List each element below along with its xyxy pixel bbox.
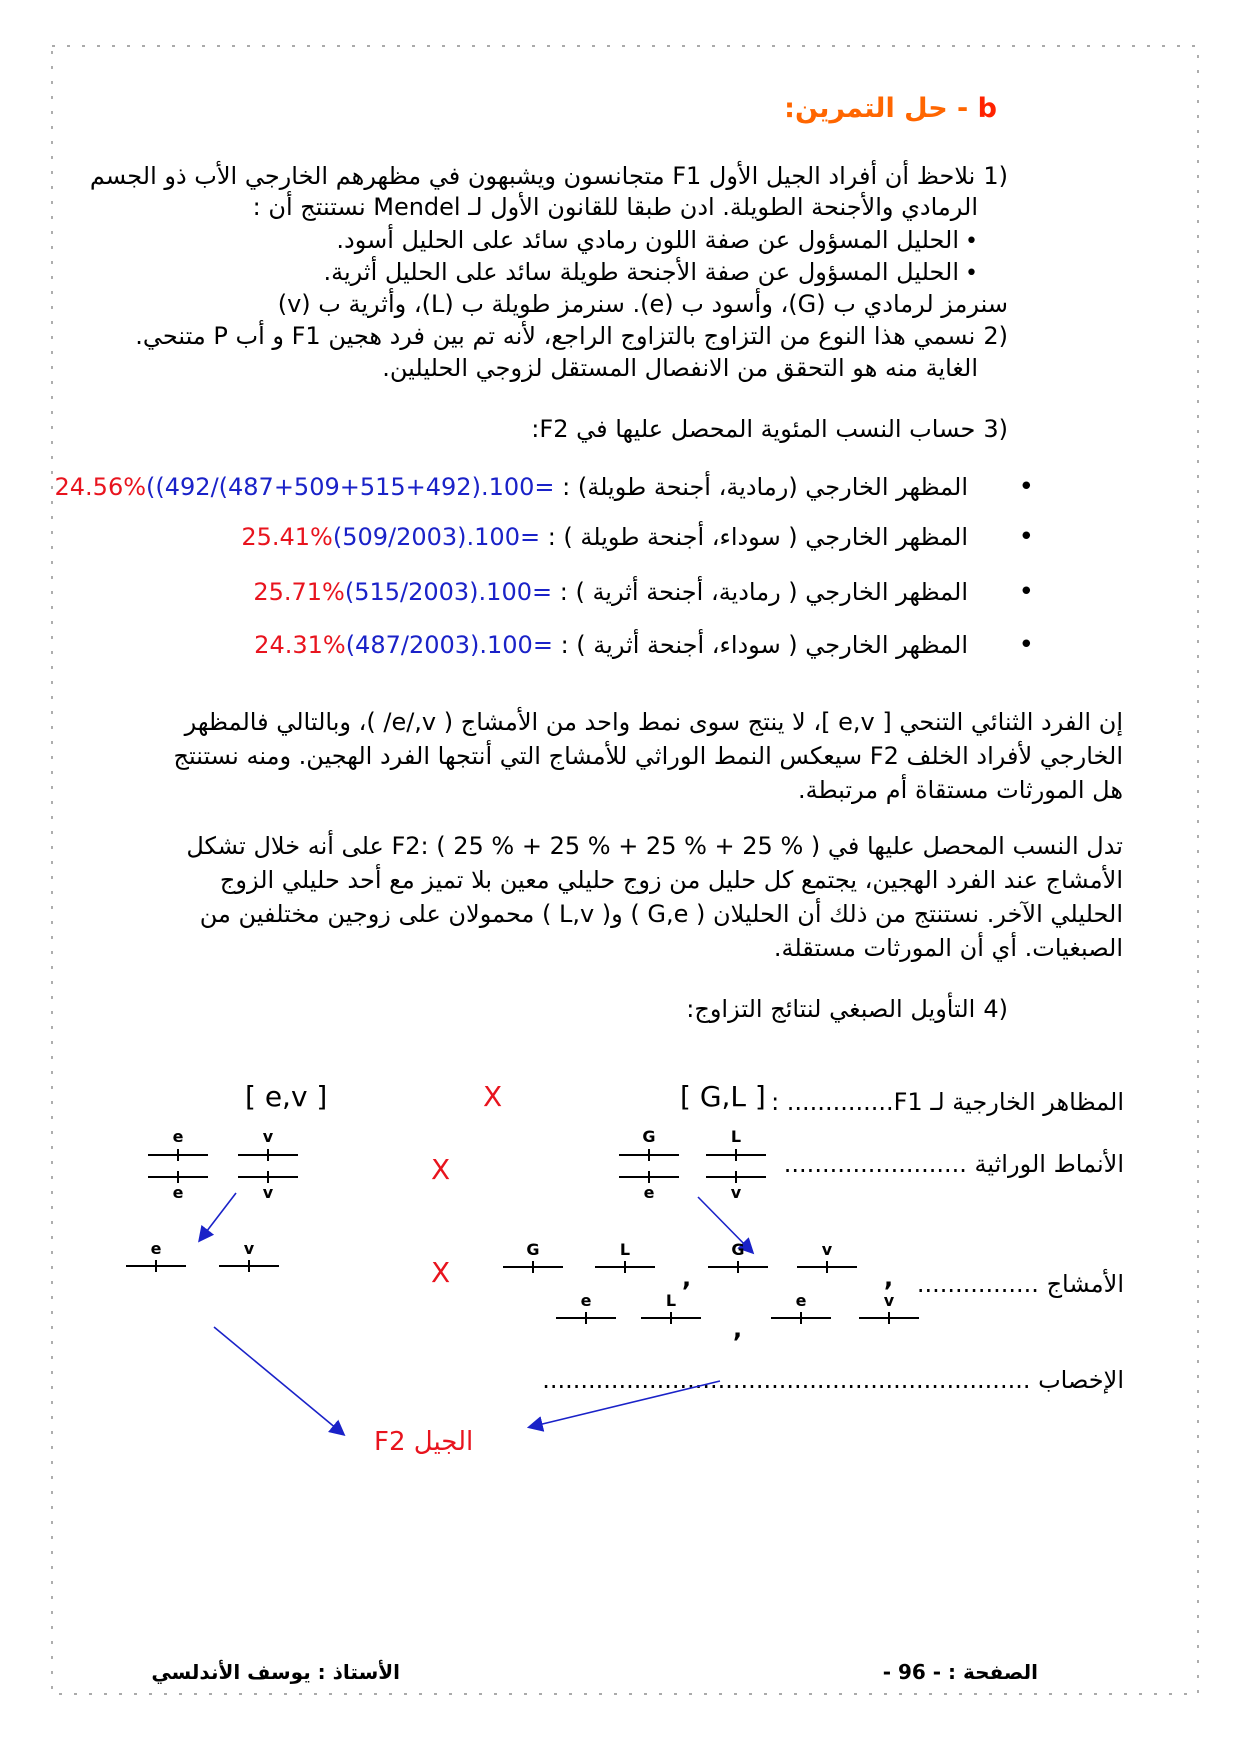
point2-line1: (2نسمي هذا النوع من التزاوج بالتزاوج الراجع، لأنه تم بين فرد هجين F1 و أب P متنحي. — [135, 322, 1008, 350]
arrow — [214, 1327, 343, 1434]
gamete-separator: , — [682, 1264, 692, 1292]
allele-label: G — [731, 1240, 745, 1259]
allele-label: e — [172, 1127, 184, 1146]
result-row-2: المظهر الخارجي ( سوداء، أجنحة طويلة ) : 25.41%(509/2003).100= — [241, 523, 968, 551]
page-number: الصفحة : - 96 - — [882, 1660, 1038, 1684]
gametes-label: الأمشاج ................ — [916, 1270, 1124, 1298]
allele-label: L — [665, 1291, 677, 1310]
bullet-dot: • — [1018, 630, 1034, 660]
cross-symbol: X — [431, 1153, 451, 1186]
para2-line3: الحليلي الآخر. نستنتج من ذلك أن الحليلان ( G,e ) و( L,v ) محمولان على زوجين مختلفين من — [199, 900, 1123, 928]
arrow — [200, 1193, 236, 1240]
para2-line4: الصبغيات. أي أن المورثات مستقلة. — [773, 934, 1123, 962]
point3-title: (3حساب النسب المئوية المحصل عليها في F2: — [531, 415, 1008, 443]
f2-generation-label: الجيل F2 — [374, 1427, 474, 1457]
teacher-name: الأستاذ : يوسف الأندلسي — [151, 1660, 400, 1684]
allele-label: e — [580, 1291, 592, 1310]
para1-line3: هل المورثات مستقاة أم مرتبطة. — [797, 776, 1123, 804]
point1-bullet1: • الحليل المسؤول عن صفة اللون رمادي سائد على الحليل أسود. — [336, 224, 978, 258]
result-row-4: المظهر الخارجي ( سوداء، أجنحة أثرية ) : 24.31%(487/2003).100= — [254, 631, 968, 659]
allele-label: v — [262, 1183, 274, 1202]
result-row-1: المظهر الخارجي (رمادية، أجنحة طويلة) : 24.56%((492/(487+509+515+492).100= — [54, 473, 968, 501]
allele-label: v — [821, 1240, 833, 1259]
gamete-separator: , — [884, 1264, 894, 1292]
allele-label: G — [642, 1127, 656, 1146]
allele-label: L — [730, 1127, 742, 1146]
allele-label: e — [795, 1291, 807, 1310]
section-heading: b - حل التمرين: — [784, 93, 997, 124]
point4-title: (4التأويل الصبغي لنتائج التزاوج: — [686, 995, 1008, 1023]
point1-symbols: سنرمز لرمادي ب (G)، وأسود ب (e). سنرمز طويلة ب (L)، وأثرية ب (v) — [277, 290, 1008, 318]
cross-symbol: X — [431, 1256, 451, 1289]
gamete-separator: , — [733, 1315, 743, 1343]
point2-line2: الغاية منه هو التحقق من الانفصال المستقل لزوجي الحليلين. — [382, 354, 978, 382]
allele-label: v — [243, 1239, 255, 1258]
genotypes-label: الأنماط الوراثية ........................ — [783, 1150, 1124, 1178]
allele-label: G — [526, 1240, 540, 1259]
bullet-dot: • — [1018, 472, 1034, 502]
parent-phenotype: [ e,v ] — [245, 1080, 328, 1113]
allele-label: v — [883, 1291, 895, 1310]
allele-label: e — [172, 1183, 184, 1202]
allele-label: L — [619, 1240, 631, 1259]
point1-line2: الرمادي والأجنحة الطويلة. ادن طبقا للقانون الأول لـ Mendel نستنتج أن : — [252, 193, 978, 221]
bullet-dot: • — [1018, 522, 1034, 552]
result-row-3: المظهر الخارجي ( رمادية، أجنحة أثرية ) : 25.71%(515/2003).100= — [253, 578, 968, 606]
cross-symbol: X — [483, 1080, 503, 1113]
point1-bullet2: • الحليل المسؤول عن صفة الأجنحة طويلة سائد على الحليل أثرية. — [323, 256, 978, 290]
bullet-dot: • — [1018, 577, 1034, 607]
para1-line1: إن الفرد الثنائي التنحي [ e,v ]، لا ينتج سوى نمط واحد من الأمشاج ( e/,v/ )، وبالتالي فالمظهر — [184, 708, 1123, 736]
allele-label: e — [150, 1239, 162, 1258]
para2-line2: الأمشاج عند الفرد الهجين، يجتمع كل حليل من زوج حليلي معين بلا تميز مع أحد حليلي الزوج — [219, 866, 1123, 894]
allele-label: v — [262, 1127, 274, 1146]
point1-line1: (1نلاحظ أن أفراد الجيل الأول F1 متجانسون ويشبهون في مظهرهم الخارجي الأب ذو الجسم — [89, 162, 1008, 190]
allele-label: v — [730, 1183, 742, 1202]
f1-phenotype: [ G,L ] — [680, 1080, 766, 1113]
para1-line2: الخارجي لأفراد الخلف F2 سيعكس النمط الوراثي للأمشاج التي أنتجها الفرد الهجين. ومنه نستنتج — [173, 742, 1123, 770]
arrow — [530, 1381, 720, 1427]
phenotypes-label: المظاهر الخارجية لـ F1.............. : — [771, 1088, 1124, 1116]
fertilization-label: الإخصاب ................................................................ — [542, 1366, 1124, 1394]
allele-label: e — [643, 1183, 655, 1202]
para2-line1: تدل النسب المحصل عليها في F2: ( 25 % + 25 % + 25 % + 25 % ) على أنه خلال تشكل — [186, 832, 1123, 860]
